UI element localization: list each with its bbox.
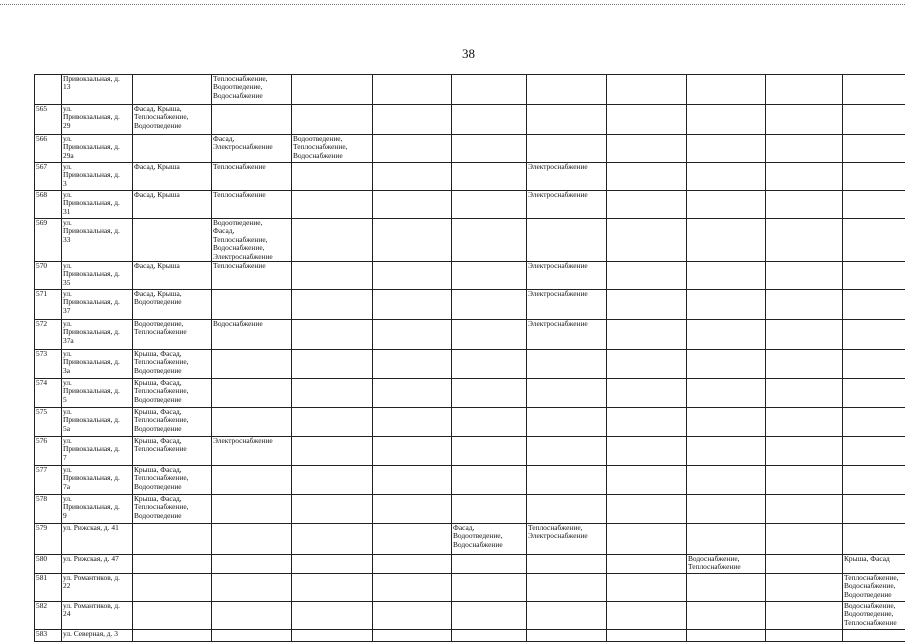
work-type-cell xyxy=(373,602,452,630)
work-type-cell xyxy=(527,379,607,408)
work-type-cell xyxy=(373,555,452,574)
address-cell: ул. Привокзальная, д. 7а xyxy=(62,466,133,495)
work-type-cell: Теплоснабжение xyxy=(212,262,292,290)
work-type-cell xyxy=(687,495,766,524)
work-type-cell xyxy=(452,219,527,262)
table-row xyxy=(35,574,905,602)
table-row xyxy=(35,524,905,555)
work-type-cell xyxy=(607,408,687,437)
table-row xyxy=(35,437,905,466)
work-type-cell: Водоснабжение, Теплоснабжение xyxy=(687,555,766,574)
table-body xyxy=(35,75,905,642)
work-type-cell: Фасад, Крыша xyxy=(133,163,212,191)
work-type-cell xyxy=(133,75,212,105)
row-number-cell: 579 xyxy=(35,524,62,555)
work-type-cell xyxy=(133,219,212,262)
row-number-cell: 583 xyxy=(35,630,62,642)
work-type-cell: Фасад, Водоотведение, Водоснабжение xyxy=(452,524,527,555)
work-type-cell xyxy=(687,219,766,262)
work-type-cell: Фасад, Крыша, Водоотведение xyxy=(133,290,212,320)
work-type-cell xyxy=(843,290,905,320)
work-type-cell xyxy=(607,350,687,379)
address-cell: ул. Привокзальная, д. 33 xyxy=(62,219,133,262)
work-type-cell xyxy=(452,466,527,495)
table-row xyxy=(35,320,905,350)
work-type-cell xyxy=(687,602,766,630)
work-type-cell xyxy=(687,379,766,408)
work-type-cell xyxy=(687,105,766,135)
work-type-cell xyxy=(373,191,452,219)
work-type-cell xyxy=(527,408,607,437)
work-type-cell xyxy=(292,262,373,290)
row-number-cell: 568 xyxy=(35,191,62,219)
work-type-cell xyxy=(687,290,766,320)
work-type-cell: Водоотведение, Теплоснабжение xyxy=(133,320,212,350)
work-type-cell: Электроснабжение xyxy=(527,290,607,320)
work-type-cell: Фасад, Крыша, Теплоснабжение, Водоотведение xyxy=(133,105,212,135)
work-type-cell xyxy=(212,379,292,408)
table-row xyxy=(35,408,905,437)
work-type-cell xyxy=(687,524,766,555)
work-type-cell xyxy=(843,495,905,524)
work-type-cell xyxy=(292,320,373,350)
work-type-cell: Теплоснабжение, Электроснабжение xyxy=(527,524,607,555)
work-type-cell xyxy=(212,290,292,320)
work-type-cell xyxy=(212,524,292,555)
work-type-cell xyxy=(373,320,452,350)
address-cell: ул. Привокзальная, д. 37а xyxy=(62,320,133,350)
work-type-cell xyxy=(527,219,607,262)
page-number: 38 xyxy=(462,46,475,62)
work-type-cell: Электроснабжение xyxy=(527,163,607,191)
work-type-cell xyxy=(843,524,905,555)
work-type-cell xyxy=(607,75,687,105)
table-row xyxy=(35,602,905,630)
work-type-cell xyxy=(373,219,452,262)
work-type-cell xyxy=(527,437,607,466)
work-type-cell: Крыша, Фасад, Теплоснабжение, Водоотведение xyxy=(133,379,212,408)
work-type-cell xyxy=(766,191,843,219)
work-type-cell xyxy=(766,602,843,630)
work-type-cell: Водоснабжение, Водоотведение, Теплоснабжение xyxy=(843,602,905,630)
work-type-cell xyxy=(607,191,687,219)
address-cell: ул. Привокзальная, д. 37 xyxy=(62,290,133,320)
row-number-cell: 576 xyxy=(35,437,62,466)
table-row xyxy=(35,163,905,191)
work-type-cell xyxy=(687,75,766,105)
work-type-cell xyxy=(766,262,843,290)
work-type-cell xyxy=(292,163,373,191)
address-cell: ул. Привокзальная, д. 29а xyxy=(62,135,133,163)
work-type-cell xyxy=(212,602,292,630)
work-type-cell xyxy=(607,262,687,290)
work-type-cell xyxy=(452,191,527,219)
work-type-cell: Крыша, Фасад xyxy=(843,555,905,574)
table-row xyxy=(35,219,905,262)
row-number-cell: 573 xyxy=(35,350,62,379)
work-type-cell xyxy=(766,105,843,135)
work-type-cell xyxy=(843,262,905,290)
work-type-cell xyxy=(452,290,527,320)
work-type-cell xyxy=(133,524,212,555)
work-type-cell: Электроснабжение xyxy=(527,320,607,350)
work-type-cell: Теплоснабжение xyxy=(212,163,292,191)
work-type-cell xyxy=(527,350,607,379)
work-type-cell: Крыша, Фасад, Теплоснабжение xyxy=(133,437,212,466)
address-cell: ул. Привокзальная, д. 7 xyxy=(62,437,133,466)
row-number-cell xyxy=(35,75,62,105)
table-row xyxy=(35,262,905,290)
work-type-cell xyxy=(687,163,766,191)
work-type-cell: Теплоснабжение, Водоотведение, Водоснабжение xyxy=(212,75,292,105)
work-type-cell xyxy=(766,408,843,437)
work-type-cell xyxy=(843,350,905,379)
work-type-cell xyxy=(607,574,687,602)
work-type-cell xyxy=(292,219,373,262)
work-type-cell xyxy=(452,495,527,524)
work-type-cell xyxy=(373,262,452,290)
work-type-cell xyxy=(766,219,843,262)
work-type-cell xyxy=(212,574,292,602)
work-type-cell xyxy=(373,379,452,408)
address-cell: ул. Романтиков, д. 24 xyxy=(62,602,133,630)
work-type-cell xyxy=(687,135,766,163)
work-type-cell xyxy=(766,555,843,574)
address-cell: Привокзальная, д. 13 xyxy=(62,75,133,105)
work-type-cell xyxy=(452,320,527,350)
row-number-cell: 575 xyxy=(35,408,62,437)
work-type-cell: Водоотведение, Фасад, Теплоснабжение, Водоснабжение, Электроснабжение xyxy=(212,219,292,262)
work-type-cell xyxy=(373,437,452,466)
row-number-cell: 574 xyxy=(35,379,62,408)
work-type-cell xyxy=(766,495,843,524)
work-type-cell xyxy=(212,555,292,574)
work-type-cell xyxy=(373,135,452,163)
work-type-cell xyxy=(607,495,687,524)
address-cell: ул. Привокзальная, д. 5 xyxy=(62,379,133,408)
work-type-cell xyxy=(373,408,452,437)
row-number-cell: 580 xyxy=(35,555,62,574)
work-type-cell xyxy=(687,466,766,495)
work-type-cell xyxy=(607,163,687,191)
work-type-cell xyxy=(766,75,843,105)
work-type-cell: Теплоснабжение xyxy=(212,191,292,219)
work-type-cell: Фасад, Крыша xyxy=(133,191,212,219)
work-type-cell xyxy=(373,466,452,495)
work-type-cell xyxy=(452,135,527,163)
work-type-cell xyxy=(766,574,843,602)
table-row xyxy=(35,105,905,135)
work-type-cell xyxy=(292,437,373,466)
work-type-cell xyxy=(607,555,687,574)
work-type-cell xyxy=(687,191,766,219)
address-cell: ул. Северная, д. 3 xyxy=(62,630,133,642)
work-type-cell xyxy=(527,495,607,524)
table-row xyxy=(35,290,905,320)
work-type-cell xyxy=(607,105,687,135)
table-row xyxy=(35,75,905,105)
row-number-cell: 581 xyxy=(35,574,62,602)
work-type-cell xyxy=(766,379,843,408)
work-type-cell xyxy=(766,163,843,191)
work-type-cell xyxy=(452,75,527,105)
work-type-cell xyxy=(373,75,452,105)
work-type-cell xyxy=(373,495,452,524)
row-number-cell: 566 xyxy=(35,135,62,163)
work-type-cell: Фасад, Крыша xyxy=(133,262,212,290)
work-type-cell xyxy=(607,524,687,555)
row-number-cell: 571 xyxy=(35,290,62,320)
work-type-cell xyxy=(452,602,527,630)
table-row xyxy=(35,495,905,524)
work-type-cell: Электроснабжение xyxy=(527,191,607,219)
work-type-cell xyxy=(452,408,527,437)
work-type-cell xyxy=(373,105,452,135)
address-cell: ул. Привокзальная, д. 9 xyxy=(62,495,133,524)
work-type-cell xyxy=(212,350,292,379)
work-type-cell xyxy=(843,408,905,437)
work-type-cell xyxy=(607,219,687,262)
work-type-cell xyxy=(292,574,373,602)
row-number-cell: 567 xyxy=(35,163,62,191)
work-type-cell xyxy=(843,135,905,163)
work-type-cell xyxy=(292,602,373,630)
work-type-cell xyxy=(527,574,607,602)
work-type-cell xyxy=(452,555,527,574)
work-type-cell xyxy=(133,555,212,574)
work-type-cell xyxy=(292,524,373,555)
work-type-cell xyxy=(843,219,905,262)
work-type-cell xyxy=(212,408,292,437)
work-type-cell xyxy=(373,524,452,555)
address-cell: ул. Привокзальная, д. 29 xyxy=(62,105,133,135)
work-type-cell xyxy=(843,437,905,466)
work-type-cell xyxy=(687,350,766,379)
work-type-cell xyxy=(292,191,373,219)
work-type-cell xyxy=(687,408,766,437)
row-number-cell: 569 xyxy=(35,219,62,262)
address-cell: ул. Рижская, д. 41 xyxy=(62,524,133,555)
work-type-cell xyxy=(133,602,212,630)
work-type-cell xyxy=(766,437,843,466)
work-type-cell xyxy=(212,466,292,495)
table-row xyxy=(35,191,905,219)
work-type-cell xyxy=(766,135,843,163)
work-type-cell xyxy=(292,555,373,574)
work-type-cell: Крыша, Фасад, Теплоснабжение, Водоотведение xyxy=(133,408,212,437)
work-type-cell xyxy=(292,408,373,437)
work-type-cell xyxy=(843,466,905,495)
work-type-cell xyxy=(843,320,905,350)
work-type-cell xyxy=(766,320,843,350)
work-type-cell xyxy=(292,75,373,105)
work-type-cell xyxy=(687,320,766,350)
scan-top-border xyxy=(0,4,905,5)
repair-schedule-table xyxy=(34,74,905,642)
work-type-cell: Крыша, Фасад, Теплоснабжение, Водоотведение xyxy=(133,495,212,524)
work-type-cell xyxy=(212,495,292,524)
address-cell: ул. Привокзальная, д. 3а xyxy=(62,350,133,379)
work-type-cell xyxy=(133,135,212,163)
work-type-cell xyxy=(607,320,687,350)
work-type-cell xyxy=(452,379,527,408)
work-type-cell xyxy=(373,290,452,320)
work-type-cell: Водоснабжение xyxy=(212,320,292,350)
work-type-cell: Водоотведение, Теплоснабжение, Водоснабжение xyxy=(292,135,373,163)
work-type-cell xyxy=(292,495,373,524)
work-type-cell xyxy=(527,466,607,495)
table-row xyxy=(35,466,905,495)
work-type-cell: Электроснабжение xyxy=(212,437,292,466)
address-cell: ул. Привокзальная, д. 5а xyxy=(62,408,133,437)
address-cell: ул. Привокзальная, д. 31 xyxy=(62,191,133,219)
work-type-cell xyxy=(373,163,452,191)
work-type-cell: Крыша, Фасад, Теплоснабжение, Водоотведение xyxy=(133,466,212,495)
work-type-cell xyxy=(687,574,766,602)
work-type-cell xyxy=(527,602,607,630)
work-type-cell xyxy=(452,437,527,466)
work-type-cell xyxy=(452,105,527,135)
work-type-cell xyxy=(212,105,292,135)
address-cell: ул. Привокзальная, д. 35 xyxy=(62,262,133,290)
work-type-cell xyxy=(373,350,452,379)
work-type-cell xyxy=(452,350,527,379)
address-cell: ул. Привокзальная, д. 3 xyxy=(62,163,133,191)
work-type-cell xyxy=(452,163,527,191)
work-type-cell: Электроснабжение xyxy=(527,262,607,290)
work-type-cell xyxy=(607,290,687,320)
work-type-cell xyxy=(687,437,766,466)
row-number-cell: 570 xyxy=(35,262,62,290)
work-type-cell xyxy=(843,379,905,408)
table-row xyxy=(35,350,905,379)
row-number-cell: 572 xyxy=(35,320,62,350)
work-type-cell xyxy=(292,290,373,320)
work-type-cell xyxy=(766,290,843,320)
work-type-cell xyxy=(607,437,687,466)
work-type-cell xyxy=(292,379,373,408)
work-type-cell xyxy=(452,262,527,290)
table-row xyxy=(35,555,905,574)
row-number-cell: 578 xyxy=(35,495,62,524)
work-type-cell xyxy=(292,350,373,379)
work-type-cell xyxy=(843,75,905,105)
row-number-cell: 577 xyxy=(35,466,62,495)
work-type-cell xyxy=(373,574,452,602)
work-type-cell xyxy=(527,555,607,574)
work-type-cell xyxy=(292,105,373,135)
table-row xyxy=(35,135,905,163)
work-type-cell xyxy=(766,524,843,555)
work-type-cell xyxy=(843,191,905,219)
work-type-cell xyxy=(527,135,607,163)
table-row xyxy=(35,379,905,408)
work-type-cell xyxy=(527,75,607,105)
work-type-cell: Теплоснабжение, Водоснабжение, Водоотведение xyxy=(843,574,905,602)
row-number-cell: 582 xyxy=(35,602,62,630)
work-type-cell xyxy=(843,105,905,135)
work-type-cell xyxy=(452,574,527,602)
work-type-cell xyxy=(607,379,687,408)
work-type-cell xyxy=(766,350,843,379)
work-type-cell xyxy=(292,466,373,495)
work-type-cell xyxy=(607,602,687,630)
work-type-cell xyxy=(607,135,687,163)
work-type-cell xyxy=(607,466,687,495)
address-cell: ул. Рижская, д. 47 xyxy=(62,555,133,574)
work-type-cell xyxy=(527,105,607,135)
row-number-cell: 565 xyxy=(35,105,62,135)
work-type-cell xyxy=(843,163,905,191)
work-type-cell: Крыша, Фасад, Теплоснабжение, Водоотведение xyxy=(133,350,212,379)
work-type-cell xyxy=(766,466,843,495)
address-cell: ул. Романтиков, д. 22 xyxy=(62,574,133,602)
work-type-cell xyxy=(133,574,212,602)
work-type-cell xyxy=(687,262,766,290)
work-type-cell: Фасад, Электроснабжение xyxy=(212,135,292,163)
